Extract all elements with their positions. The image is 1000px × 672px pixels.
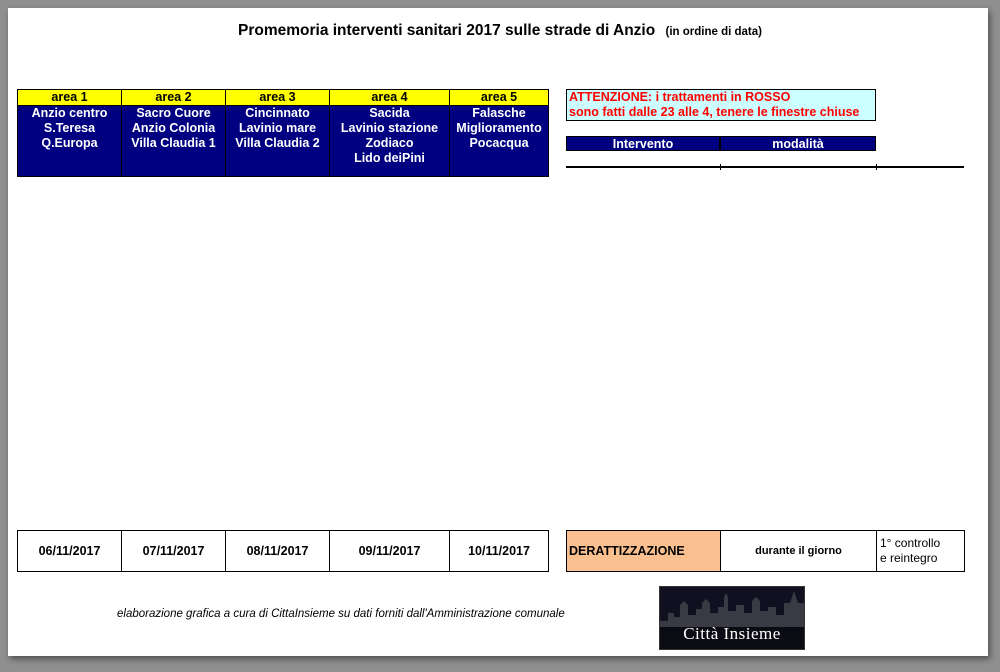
treatment-mode: durante il giorno: [721, 531, 877, 572]
footer-credit: elaborazione grafica a cura di CittaInsieme su dati forniti dall'Amministrazione comunale: [117, 608, 565, 620]
intervento-divider: [566, 166, 964, 168]
place-item: Sacro Cuore: [136, 106, 211, 120]
cittainsieme-logo: [659, 586, 805, 650]
areas-places-row: [18, 106, 549, 177]
treatment-table: [566, 530, 965, 572]
treatment-name: DERATTIZZAZIONE: [567, 531, 721, 572]
place-item: [226, 151, 329, 166]
place-item: [18, 151, 121, 166]
area-header: area 5: [450, 90, 549, 106]
place-item: [122, 151, 225, 166]
areas-table: [17, 89, 549, 177]
place-item: S.Teresa: [43, 121, 96, 135]
title-sub: (in ordine di data): [665, 26, 762, 38]
date-cell: 08/11/2017: [226, 531, 330, 572]
area-1-places: [18, 106, 122, 177]
place-item: Miglioramento: [456, 121, 542, 135]
place-item: Lavinio mare: [238, 121, 317, 135]
warning-line-2: sono fatti dalle 23 alle 4, tenere le finestre chiuse: [569, 105, 860, 119]
intervento-header: [566, 136, 876, 151]
note-line-1: 1° controllo: [880, 536, 941, 550]
date-cell: 06/11/2017: [18, 531, 122, 572]
area-header: area 2: [122, 90, 226, 106]
modalita-header-col: modalità: [720, 136, 876, 151]
warning-line-1: ATTENZIONE: i trattamenti in ROSSO: [569, 90, 791, 104]
areas-header-row: [18, 90, 549, 106]
place-item: Falasche: [472, 106, 526, 120]
logo-text: Città Insieme: [683, 624, 781, 643]
area-5-places: [450, 106, 549, 177]
place-item: Zodiaco: [365, 136, 414, 150]
place-item: Cincinnato: [245, 106, 310, 120]
area-3-places: [226, 106, 330, 177]
date-cell: 09/11/2017: [330, 531, 450, 572]
place-item: Anzio Colonia: [131, 121, 216, 135]
place-item: Pocacqua: [469, 136, 529, 150]
place-item: Villa Claudia 2: [235, 136, 320, 150]
warning-box: [566, 89, 876, 121]
place-item: Sacida: [369, 106, 410, 120]
divider-tick: [720, 164, 721, 170]
date-cell: 07/11/2017: [122, 531, 226, 572]
dates-table: [17, 530, 549, 572]
dates-row: [18, 531, 549, 572]
treatment-row: [567, 531, 965, 572]
date-cell: 10/11/2017: [450, 531, 549, 572]
area-header: area 1: [18, 90, 122, 106]
area-header: area 3: [226, 90, 330, 106]
divider-tick: [876, 164, 877, 170]
area-4-places: [330, 106, 450, 177]
place-item: Q.Europa: [41, 136, 98, 150]
note-line-2: e reintegro: [880, 551, 938, 565]
page-title: [0, 22, 1000, 40]
treatment-note: [877, 531, 965, 572]
place-item: Lavinio stazione: [340, 121, 439, 135]
area-2-places: [122, 106, 226, 177]
place-item: Lido deiPini: [354, 151, 425, 165]
place-item: Anzio centro: [31, 106, 108, 120]
area-header: area 4: [330, 90, 450, 106]
place-item: [450, 151, 548, 166]
title-main: Promemoria interventi sanitari 2017 sulle strade di Anzio: [237, 22, 656, 39]
place-item: Villa Claudia 1: [131, 136, 216, 150]
intervento-header-col: Intervento: [566, 136, 720, 151]
